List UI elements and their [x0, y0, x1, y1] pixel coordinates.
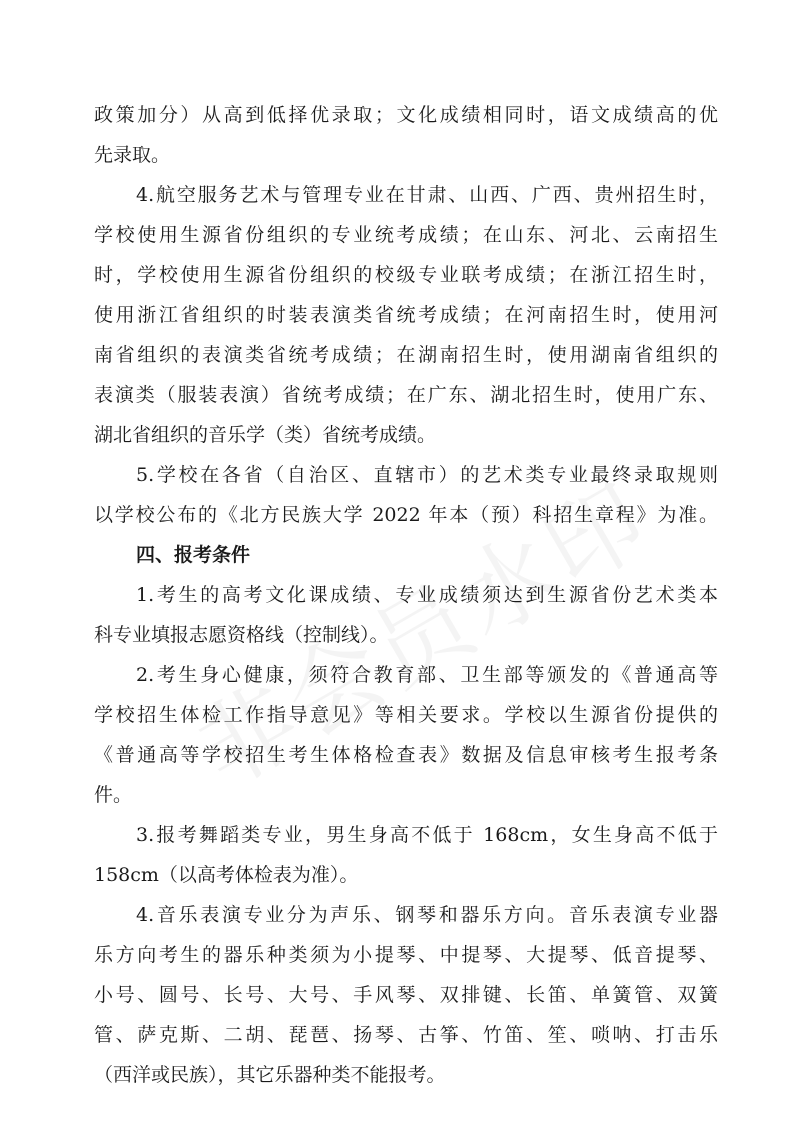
text-line: 科专业填报志愿资格线（控制线）。: [94, 624, 389, 646]
paragraph-4b-start: 4.音乐表演专业分为声乐、钢琴和器乐方向。音乐表演专业器: [136, 904, 718, 926]
paragraph-3-start: 3.报考舞蹈类专业，男生身高不低于 168cm，女生身高不低于: [136, 824, 718, 846]
text-line: 时，学校使用生源省份组织的校级专业联考成绩；在浙江招生时，: [94, 264, 718, 286]
text-line: 政策加分）从高到低择优录取；文化成绩相同时，语文成绩高的优: [94, 104, 718, 126]
paragraph-4-start: 4.航空服务艺术与管理专业在甘肃、山西、广西、贵州招生时，: [136, 184, 718, 206]
text-line: 《普通高等学校招生考生体格检查表》数据及信息审核考生报考条: [94, 744, 718, 766]
text-line: 158cm（以高考体检表为准）。: [94, 864, 359, 886]
text-line: 先录取。: [94, 144, 171, 166]
text-line: 学校使用生源省份组织的专业统考成绩；在山东、河北、云南招生: [94, 224, 718, 246]
text-line: 件。: [94, 784, 133, 806]
text-line: 表演类（服装表演）省统考成绩；在广东、湖北招生时，使用广东、: [94, 384, 718, 406]
section-heading: 四、报考条件: [136, 544, 251, 566]
text-line: 以学校公布的《北方民族大学 2022 年本（预）科招生章程》为准。: [94, 504, 718, 526]
text-line: 使用浙江省组织的时装表演类省统考成绩；在河南招生时，使用河: [94, 304, 718, 326]
paragraph-1-start: 1.考生的高考文化课成绩、专业成绩须达到生源省份艺术类本: [136, 584, 718, 606]
text-line: 学校招生体检工作指导意见》等相关要求。学校以生源省份提供的: [94, 704, 718, 726]
text-line: 乐方向考生的器乐种类须为小提琴、中提琴、大提琴、低音提琴、: [94, 944, 718, 966]
text-line: 南省组织的表演类省统考成绩；在湖南招生时，使用湖南省组织的: [94, 344, 718, 366]
text-line: 小号、圆号、长号、大号、手风琴、双排键、长笛、单簧管、双簧: [94, 984, 718, 1006]
paragraph-5-start: 5.学校在各省（自治区、直辖市）的艺术类专业最终录取规则: [136, 464, 718, 486]
paragraph-2-start: 2.考生身心健康，须符合教育部、卫生部等颁发的《普通高等: [136, 664, 718, 686]
text-line: 湖北省组织的音乐学（类）省统考成绩。: [94, 424, 437, 446]
text-line: 管、萨克斯、二胡、琵琶、扬琴、古筝、竹笛、笙、唢呐、打击乐: [94, 1024, 718, 1046]
text-line: （西洋或民族），其它乐器种类不能报考。: [94, 1064, 446, 1086]
